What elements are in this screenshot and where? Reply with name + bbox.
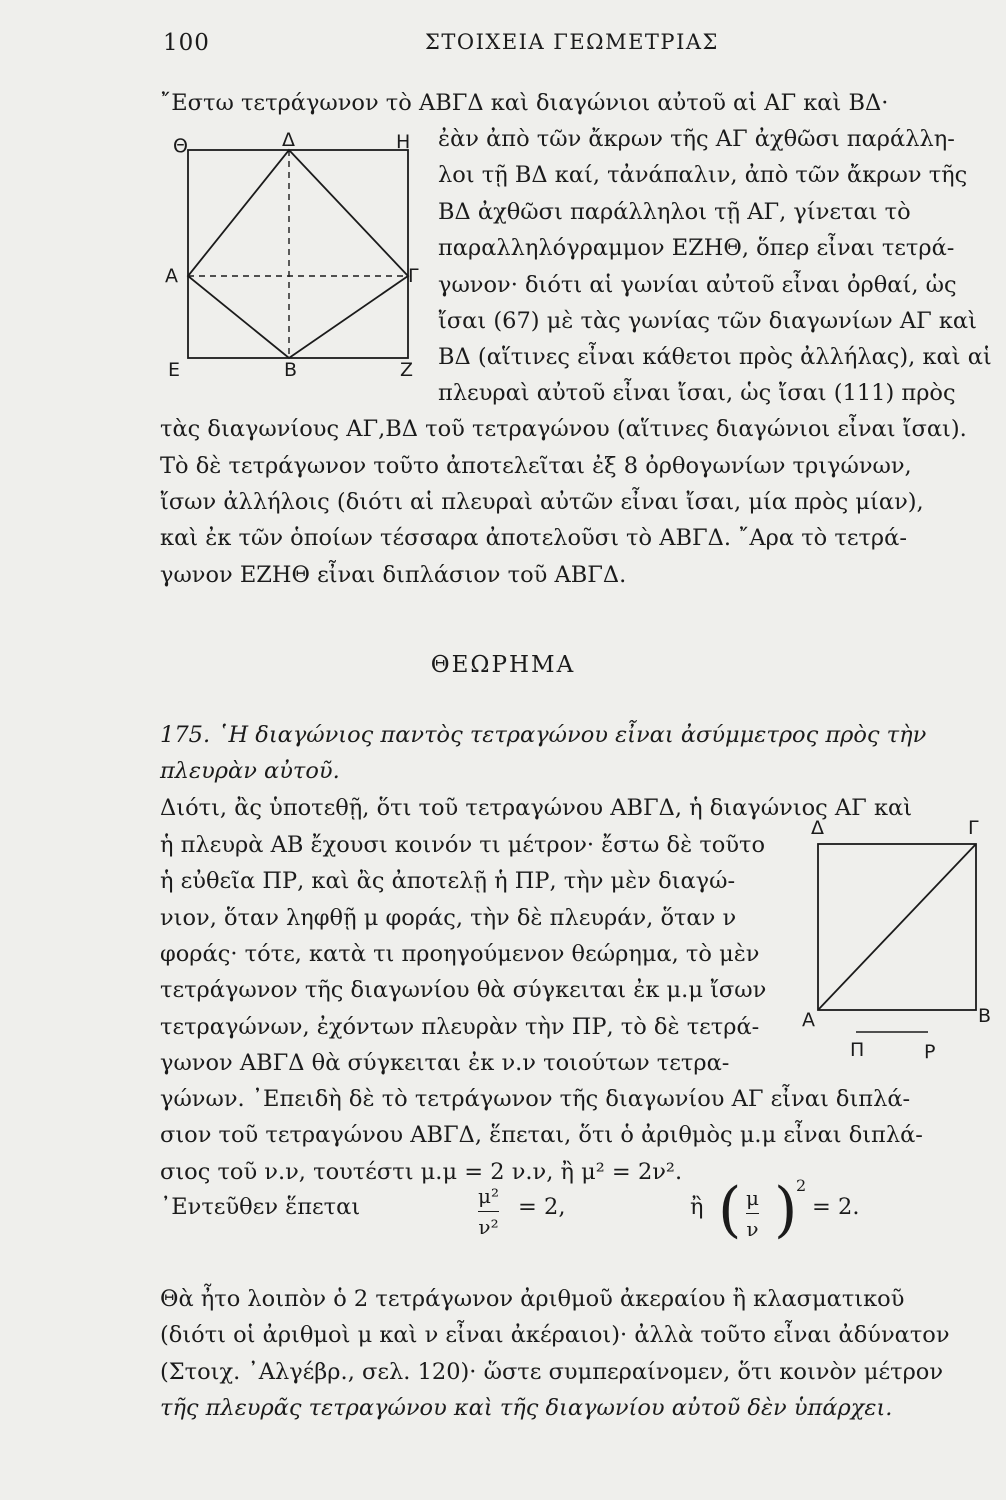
- fraction-bar-2: [746, 1213, 759, 1214]
- page-number: 100: [163, 30, 210, 56]
- proof-line-7: τετραγώνων, ἐχόντων πλευρὰν τὴν ΠΡ, τὸ δὲ τετρά-: [160, 1014, 760, 1040]
- numerator-mu2: μ²: [478, 1184, 500, 1208]
- label-zeta: Ζ: [400, 359, 414, 380]
- para1-line-6: γωνον· διότι αἱ γωνίαι αὐτοῦ εἶναι ὀρθαί, ὡς: [438, 272, 957, 298]
- right-paren: ): [774, 1175, 798, 1245]
- outer-square-ezhth: [188, 150, 408, 358]
- proof-line-2: ἡ πλευρὰ ΑΒ ἔχουσι κοινόν τι μέτρον· ἔστω δὲ τοῦτο: [160, 832, 765, 858]
- proof-line-1: Διότι, ἂς ὑποτεθῇ, ὅτι τοῦ τετραγώνου ΑΒΓΔ, ἡ διαγώνιος ΑΓ καὶ: [160, 795, 913, 821]
- proof-line-4: νιον, ὅταν ληφθῇ μ φοράς, τὴν δὲ πλευράν, ὅταν ν: [160, 905, 737, 931]
- denominator-nu2: ν²: [478, 1215, 499, 1239]
- conclusion-line-1: Θὰ ἦτο λοιπὸν ὁ 2 τετράγωνον ἀριθμοῦ ἀκεραίου ἢ κλασματικοῦ: [160, 1286, 905, 1312]
- fig2-label-beta: Β: [978, 1005, 992, 1027]
- theorem-line-2: πλευρὰν αὐτοῦ.: [160, 758, 340, 784]
- running-title: ΣΤΟΙΧΕΙΑ ΓΕΩΜΕΤΡΙΑΣ: [425, 30, 719, 54]
- fig2-label-pi: Π: [850, 1039, 865, 1061]
- fraction-mu-nu: [746, 1186, 759, 1241]
- label-eta: Η: [396, 131, 411, 153]
- fig2-label-rho: Ρ: [924, 1041, 936, 1063]
- formula-or: ἢ: [690, 1194, 704, 1220]
- formula-eq2: = 2.: [812, 1194, 860, 1220]
- para1-line-1: ῎Εστω τετράγωνον τὸ ΑΒΓΔ καὶ διαγώνιοι αὐτοῦ αἱ ΑΓ καὶ ΒΔ·: [160, 90, 889, 116]
- para1-line-8: ΒΔ (αἵτινες εἶναι κάθετοι πρὸς ἀλλήλας), καὶ αἱ: [438, 344, 992, 370]
- para1-line-10: τὰς διαγωνίους ΑΓ,ΒΔ τοῦ τετραγώνου (αἵτινες διαγώνιοι εἶναι ἴσαι).: [160, 416, 967, 442]
- conclusion-line-2: (διότι οἱ ἀριθμοὶ μ καὶ ν εἶναι ἀκέραιοι)· ἀλλὰ τοῦτο εἶναι ἀδύνατον: [160, 1322, 950, 1348]
- proof-line-9: γώνων. ᾿Επειδὴ δὲ τὸ τετράγωνον τῆς διαγωνίου ΑΓ εἶναι διπλά-: [160, 1086, 911, 1112]
- para1-line-9: πλευραὶ αὐτοῦ εἶναι ἴσαι, ὡς ἴσαι (111) πρὸς: [438, 380, 956, 406]
- fig2-label-delta: Δ: [811, 817, 824, 839]
- para1-line-4: ΒΔ ἀχθῶσι παράλληλοι τῇ ΑΓ, γίνεται τὸ: [438, 199, 911, 225]
- fig2-label-gamma: Γ: [968, 817, 979, 839]
- proof-line-8: γωνον ΑΒΓΔ θὰ σύγκειται ἐκ ν.ν τοιούτων τετρα-: [160, 1050, 730, 1076]
- conclusion-line-3: (Στοιχ. ᾿Αλγέβρ., σελ. 120)· ὥστε συμπεραίνομεν, ὅτι κοινὸν μέτρον: [160, 1359, 944, 1385]
- para1-line-7: ἴσαι (67) μὲ τὰς γωνίας τῶν διαγωνίων ΑΓ καὶ: [438, 308, 977, 334]
- proof-line-11: σιος τοῦ ν.ν, τουτέστι μ.μ = 2 ν.ν, ἢ μ² = 2ν².: [160, 1159, 683, 1185]
- conclusion-line-4: τῆς πλευρᾶς τετραγώνου καὶ τῆς διαγωνίου αὐτοῦ δὲν ὑπάρχει.: [160, 1395, 893, 1421]
- theorem-line-1: 175. ῾Η διαγώνιος παντὸς τετραγώνου εἶναι ἀσύμμετρος πρὸς τὴν: [160, 722, 927, 748]
- proof-line-5: φοράς· τότε, κατὰ τι προηγούμενον θεώρημα, τὸ μὲν: [160, 941, 760, 967]
- para1-line-12: ἴσων ἀλλήλοις (διότι αἱ πλευραὶ αὐτῶν εἶναι ἴσαι, μία πρὸς μίαν),: [160, 489, 924, 515]
- para1-line-3: λοι τῇ ΒΔ καί, τἀνάπαλιν, ἀπὸ τῶν ἄκρων τῆς: [438, 162, 968, 188]
- figure-square-diagonal-measure: [796, 810, 996, 1070]
- inner-square-abgd: [188, 150, 408, 358]
- left-paren: (: [718, 1175, 742, 1245]
- fraction-bar: [478, 1211, 499, 1212]
- fig2-label-alpha: Α: [802, 1009, 815, 1031]
- para1-line-5: παραλληλόγραμμον ΕΖΗΘ, ὅπερ εἶναι τετρά-: [438, 235, 955, 261]
- fraction-mu2-nu2: [478, 1184, 499, 1239]
- para1-line-2: ἐὰν ἀπὸ τῶν ἄκρων τῆς ΑΓ ἀχθῶσι παράλλη-: [438, 126, 955, 152]
- proof-line-3: ἡ εὐθεῖα ΠΡ, καὶ ἂς ἀποτελῇ ἡ ΠΡ, τὴν μὲν διαγώ-: [160, 868, 736, 894]
- label-alpha: Α: [165, 265, 178, 287]
- figure-square-diagonals: [160, 130, 420, 380]
- label-delta: Δ: [282, 130, 295, 151]
- denominator-nu: ν: [746, 1217, 759, 1241]
- formula-lead: ᾿Εντεῦθεν ἕπεται: [160, 1194, 361, 1220]
- para1-line-14: γωνον ΕΖΗΘ εἶναι διπλάσιον τοῦ ΑΒΓΔ.: [160, 562, 627, 588]
- numerator-mu: μ: [746, 1186, 759, 1210]
- proof-line-6: τετράγωνον τῆς διαγωνίου θὰ σύγκειται ἐκ μ.μ ἴσων: [160, 977, 767, 1003]
- label-theta: Θ: [173, 135, 188, 157]
- label-epsilon: Ε: [168, 359, 181, 380]
- diagonal-ag-2: [818, 844, 976, 1010]
- label-gamma: Γ: [408, 265, 419, 287]
- para1-line-11: Τὸ δὲ τετράγωνον τοῦτο ἀποτελεῖται ἐξ 8 ὀρθογωνίων τριγώνων,: [160, 453, 912, 479]
- formula-eq1: = 2,: [518, 1194, 566, 1220]
- label-beta: Β: [284, 359, 298, 380]
- theorem-heading: ΘΕΩΡΗΜΑ: [430, 652, 576, 678]
- para1-line-13: καὶ ἐκ τῶν ὁποίων τέσσαρα ἀποτελοῦσι τὸ ΑΒΓΔ. ῎Αρα τὸ τετρά-: [160, 525, 907, 551]
- proof-line-10: σιον τοῦ τετραγώνου ΑΒΓΔ, ἕπεται, ὅτι ὁ ἀριθμὸς μ.μ εἶναι διπλά-: [160, 1122, 923, 1148]
- formula-exponent: 2: [796, 1176, 807, 1195]
